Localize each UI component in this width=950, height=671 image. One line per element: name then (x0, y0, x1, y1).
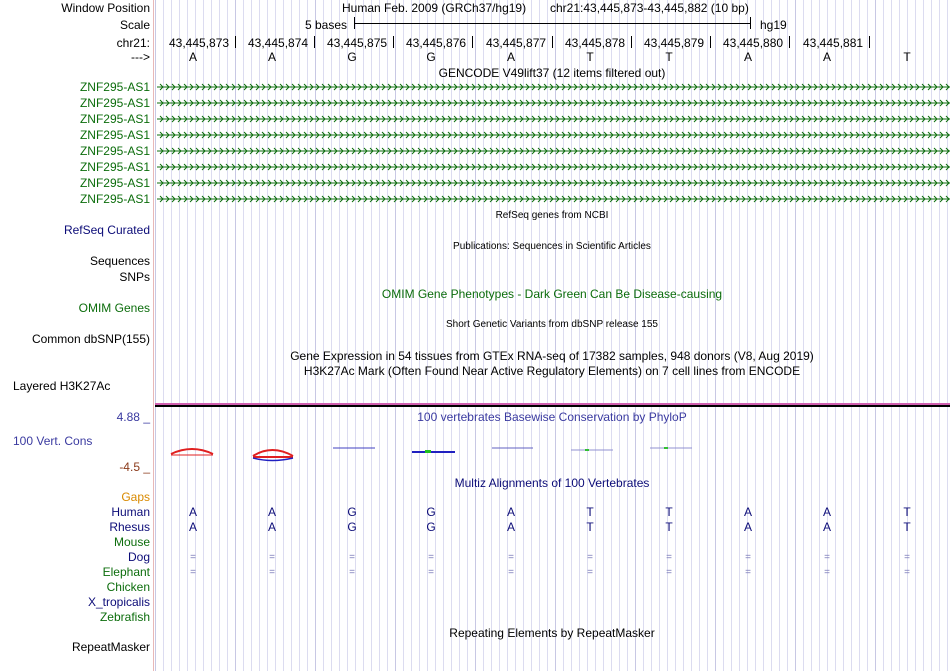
elephant-match: = (269, 567, 275, 578)
elephant-match: = (904, 567, 910, 578)
dbsnp-track-title[interactable]: Short Genetic Variants from dbSNP release 155 (446, 319, 658, 330)
elephant-match: = (745, 567, 751, 578)
dog-match: = (508, 552, 514, 563)
gencode-item-label[interactable]: ZNF295-AS1 (79, 112, 150, 126)
gencode-item-label[interactable]: ZNF295-AS1 (79, 176, 150, 190)
rhesus-base: A (506, 520, 515, 534)
human-base: T (903, 505, 911, 519)
base-letter: A (188, 50, 197, 64)
gencode-item-label[interactable]: ZNF295-AS1 (79, 160, 150, 174)
dog-match: = (428, 552, 434, 563)
dog-match: = (904, 552, 910, 563)
species-label-x-tropicalis: X_tropicalis (87, 595, 150, 609)
rhesus-base: T (903, 520, 911, 534)
gencode-track-title[interactable]: GENCODE V49lift37 (12 items filtered out) (438, 66, 666, 80)
gaps-track-label[interactable]: Gaps (121, 490, 150, 504)
species-label-human: Human (111, 505, 150, 519)
human-base: A (188, 505, 197, 519)
position-title: chr21:43,445,873-43,445,882 (10 bp) (550, 1, 749, 15)
gencode-item-label[interactable]: ZNF295-AS1 (79, 192, 150, 206)
track-image-area[interactable] (155, 0, 950, 671)
gene-model-row[interactable] (157, 80, 950, 94)
elephant-match: = (349, 567, 355, 578)
elephant-match: = (587, 567, 593, 578)
scale-label: Scale (119, 18, 150, 32)
dog-match: = (745, 552, 751, 563)
phylop-bar-4 (425, 450, 431, 453)
human-base: T (665, 505, 673, 519)
species-label-chicken: Chicken (106, 580, 150, 594)
rhesus-base: T (586, 520, 594, 534)
species-label-elephant: Elephant (102, 565, 150, 579)
dog-match: = (824, 552, 830, 563)
human-base: A (822, 505, 831, 519)
coord-label: 43,445,876 (406, 36, 467, 50)
snps-track-label[interactable]: SNPs (119, 270, 150, 284)
h3k27ac-track-title[interactable]: H3K27Ac Mark (Often Found Near Active Regulatory Elements) on 7 cell lines from ENCODE (303, 364, 801, 378)
strand-arrow-label: ---> (131, 50, 150, 64)
base-letter: G (347, 50, 357, 64)
coord-label: 43,445,877 (486, 36, 547, 50)
gencode-item-label[interactable]: ZNF295-AS1 (79, 80, 150, 94)
gene-model-row[interactable] (157, 144, 950, 158)
repeatmasker-track-title[interactable]: Repeating Elements by RepeatMasker (449, 626, 655, 640)
coord-tick (631, 36, 632, 48)
rhesus-base: G (347, 520, 357, 534)
rhesus-base: A (822, 520, 831, 534)
dog-match: = (349, 552, 355, 563)
dog-match: = (190, 552, 196, 563)
publications-track-title[interactable]: Publications: Sequences in Scientific Articles (453, 241, 651, 252)
base-letter: A (267, 50, 276, 64)
species-label-dog: Dog (127, 550, 150, 564)
species-label-rhesus: Rhesus (109, 520, 150, 534)
human-base: T (586, 505, 594, 519)
coord-tick (552, 36, 553, 48)
human-base: G (426, 505, 436, 519)
phylop-min-label: -4.5 _ (119, 460, 150, 474)
species-label-mouse: Mouse (113, 535, 150, 549)
h3k27ac-baseline (155, 405, 950, 407)
base-letter: T (665, 50, 673, 64)
coord-tick (393, 36, 394, 48)
human-base: A (267, 505, 276, 519)
elephant-match: = (428, 567, 434, 578)
species-label-zebrafish: Zebrafish (99, 610, 150, 624)
coord-label: 43,445,879 (644, 36, 705, 50)
gencode-item-label[interactable]: ZNF295-AS1 (79, 144, 150, 158)
gene-model-row[interactable] (157, 128, 950, 142)
rhesus-base: T (665, 520, 673, 534)
refseq-track-label[interactable]: RefSeq Curated (63, 223, 150, 237)
dog-match: = (269, 552, 275, 563)
coord-tick (235, 36, 236, 48)
elephant-match: = (508, 567, 514, 578)
gene-model-row[interactable] (157, 176, 950, 190)
dog-match: = (666, 552, 672, 563)
common-dbsnp-track-label[interactable]: Common dbSNP(155) (31, 332, 150, 346)
coord-tick (314, 36, 315, 48)
elephant-match: = (190, 567, 196, 578)
coord-tick (869, 36, 870, 48)
phylop-bar-7 (664, 447, 668, 449)
db-label: hg19 (760, 18, 787, 32)
base-letter: G (426, 50, 436, 64)
gene-model-row[interactable] (157, 112, 950, 126)
human-base: A (743, 505, 752, 519)
scale-bar-label: 5 bases (305, 18, 348, 32)
assembly-title: Human Feb. 2009 (GRCh37/hg19) (342, 1, 527, 15)
coord-label: 43,445,873 (169, 36, 230, 50)
coord-tick (789, 36, 790, 48)
omim-track-label[interactable]: OMIM Genes (78, 301, 150, 315)
gene-model-row[interactable] (157, 192, 950, 206)
base-letter: T (586, 50, 594, 64)
elephant-match: = (824, 567, 830, 578)
coord-label: 43,445,874 (248, 36, 309, 50)
gene-model-row[interactable] (157, 96, 950, 110)
phylop-peak-1 (171, 449, 213, 454)
gridline (155, 0, 156, 671)
human-base: A (506, 505, 515, 519)
coord-label: 43,445,880 (723, 36, 784, 50)
multiz-track-title[interactable]: Multiz Alignments of 100 Vertebrates (454, 476, 650, 490)
omim-track-title[interactable]: OMIM Gene Phenotypes - Dark Green Can Be Disease-causing (381, 287, 723, 301)
sequences-track-label[interactable]: Sequences (89, 254, 150, 268)
base-letter: A (822, 50, 831, 64)
scale-bar (354, 17, 751, 29)
refseq-track-title[interactable]: RefSeq genes from NCBI (495, 210, 609, 221)
coord-label: 43,445,875 (327, 36, 388, 50)
phylop-bar-6 (585, 449, 589, 451)
window-position-label: Window Position (61, 1, 150, 15)
coord-tick (710, 36, 711, 48)
phylop-track-title[interactable]: 100 vertebrates Basewise Conservation by PhyloP (417, 410, 687, 424)
track-label-column (0, 0, 154, 671)
phylop-dip-2 (253, 458, 293, 461)
coord-tick (472, 36, 473, 48)
phylop-signal-graph (155, 440, 950, 466)
vert-cons-track-label[interactable]: 100 Vert. Cons (13, 434, 93, 448)
gene-model-row[interactable] (157, 160, 950, 174)
elephant-match: = (666, 567, 672, 578)
base-letter: A (506, 50, 515, 64)
base-letter: A (743, 50, 752, 64)
human-base: G (347, 505, 357, 519)
dog-match: = (587, 552, 593, 563)
coord-label: 43,445,878 (565, 36, 626, 50)
repeatmasker-track-label[interactable]: RepeatMasker (71, 640, 150, 654)
rhesus-base: A (267, 520, 276, 534)
phylop-peak-2 (253, 450, 293, 456)
gencode-item-label[interactable]: ZNF295-AS1 (79, 96, 150, 110)
chrom-label: chr21: (116, 36, 150, 50)
phylop-max-label: 4.88 _ (116, 410, 150, 424)
rhesus-base: A (743, 520, 752, 534)
rhesus-base: A (188, 520, 197, 534)
h3k27ac-track-label[interactable]: Layered H3K27Ac (13, 379, 111, 393)
base-letter: T (903, 50, 911, 64)
coord-label: 43,445,881 (803, 36, 864, 50)
gtex-track-title[interactable]: Gene Expression in 54 tissues from GTEx RNA-seq of 17382 samples, 948 donors (V8, Aug 2019) (290, 349, 814, 363)
rhesus-base: G (426, 520, 436, 534)
gencode-item-label[interactable]: ZNF295-AS1 (79, 128, 150, 142)
